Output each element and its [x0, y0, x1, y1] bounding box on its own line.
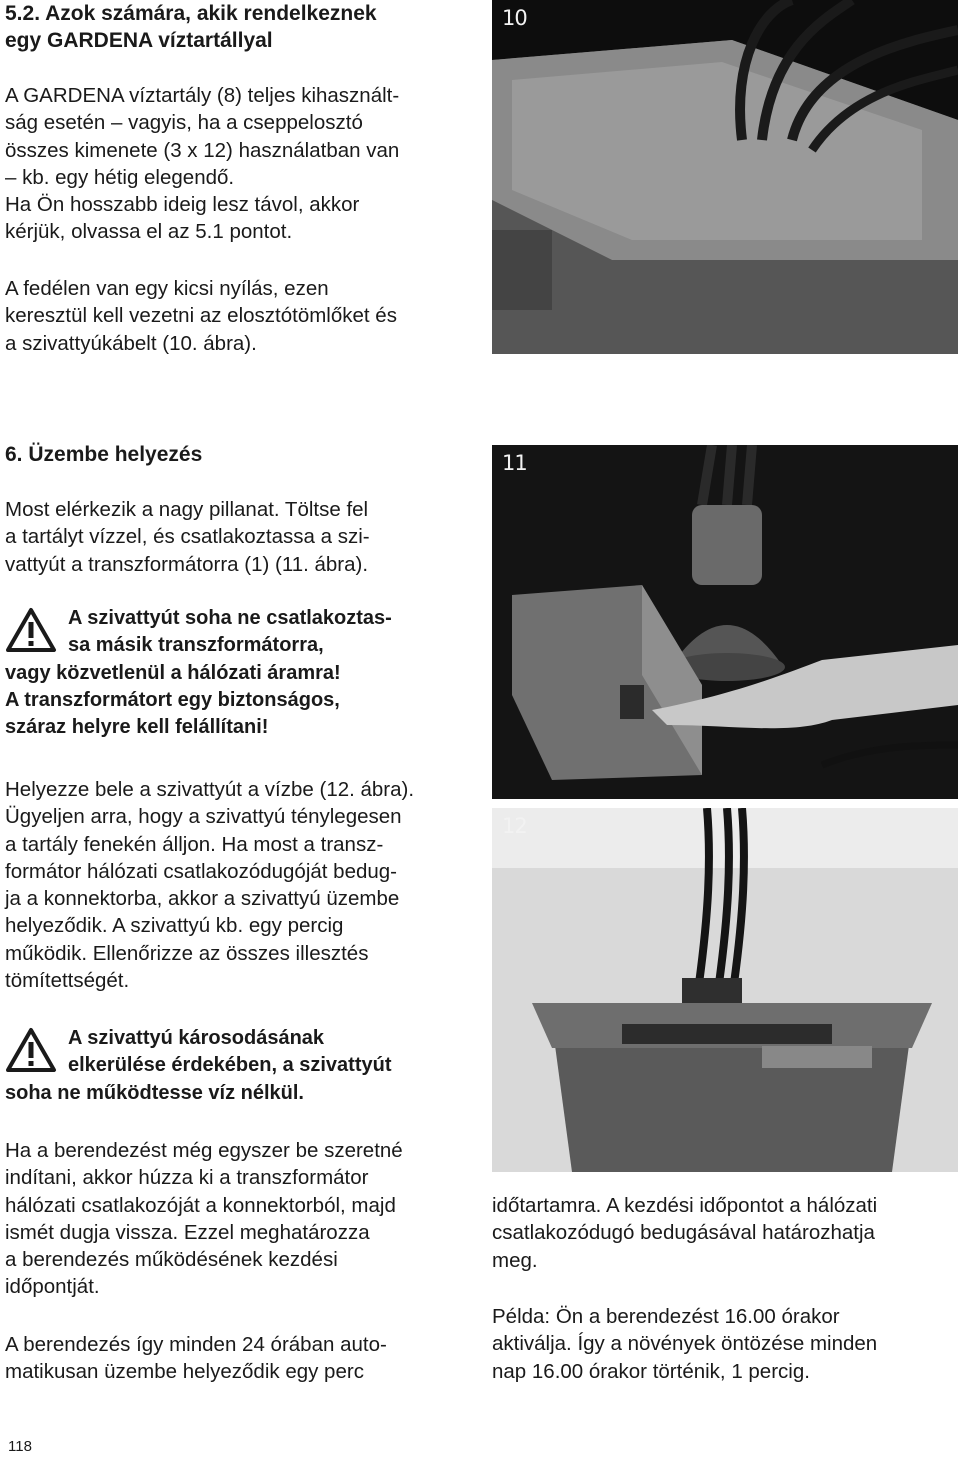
page-number: 118 — [8, 1438, 32, 1455]
figure-10-photo — [492, 0, 958, 354]
warning-box-dry-run — [5, 1025, 475, 1107]
warning-1-indented-text: A szivattyút soha ne csatlakoztas- sa másik transzformátorra, — [68, 607, 392, 657]
figure-11-label: 11 — [502, 451, 527, 475]
figure-12-pump-in-tank — [492, 808, 958, 1172]
warning-box-transformer — [5, 605, 475, 741]
figure-11-transformer-pump — [492, 445, 958, 799]
section-5-2-paragraph-2: A fedélen van egy kicsi nyílás, ezen keresztül kell vezetni az elosztótömlőket és a szivattyúkábelt (10. ábra). — [5, 277, 397, 355]
section-6-paragraph-4: A berendezés így minden 24 órában auto- matikusan üzembe helyeződik egy perc — [5, 1333, 387, 1384]
section-6-paragraph-3: Ha a berendezést még egyszer be szeretné indítani, akkor húzza ki a transzformátor hálózati csatlakozóját a konnektorból, majd ismét dugja vissza. Ezzel meghatározza a berendezés működésének kezdési időpontját. — [5, 1139, 403, 1299]
warning-2-text: soha ne működtesse víz nélkül. — [5, 1081, 304, 1104]
right-column-paragraph-1: időtartamra. A kezdési időpontot a hálózati csatlakozódugó bedugásával határozhatja meg. — [492, 1194, 878, 1272]
section-6-paragraph-1: Most elérkezik a nagy pillanat. Töltse fel a tartályt vízzel, és csatlakoztassa a szi- vattyút a transzformátorra (1) (11. ábra). — [5, 498, 370, 576]
right-column-example: Példa: Ön a berendezést 16.00 órakor aktiválja. Így a növények öntözése minden nap 16.00 órakor történik, 1 percig. — [492, 1305, 878, 1383]
figure-10-label: 10 — [502, 6, 527, 30]
section-6-paragraph-2: Helyezze bele a szivattyút a vízbe (12. ábra). Ügyeljen arra, hogy a szivattyú ténylegesen a tartály fenekén álljon. Ha most a transz- formátor hálózati csatlakozódugóját bedug- ja a konnektorba, akkor a szivattyú üzembe helyeződik. A szivattyú kb. egy percig működik. Ellenőrizze az összes illesztés tömítettségét. — [5, 778, 415, 993]
warning-1-text: vagy közvetlenül a hálózati áramra! A transzformátort egy biztonságos, száraz helyre kell felállítani! — [5, 661, 341, 739]
section-5-2-title: 5.2. Azok számára, akik rendelkeznek egy GARDENA víztartállyal — [5, 2, 377, 52]
figure-10-container-lid — [492, 0, 958, 354]
figure-12-label: 12 — [502, 814, 527, 838]
figure-12-photo — [492, 808, 958, 1172]
warning-2-indented-text: A szivattyú károsodásának elkerülése érdekében, a szivattyút — [68, 1027, 392, 1077]
section-6-title: 6. Üzembe helyezés — [5, 443, 203, 466]
figure-11-photo — [492, 445, 958, 799]
warning-triangle-icon — [5, 607, 57, 653]
warning-triangle-icon — [5, 1027, 57, 1073]
section-5-2-paragraph-1: A GARDENA víztartály (8) teljes kihasznált- ság esetén – vagyis, ha a cseppelosztó összes kimenete (3 x 12) használatban van – kb. egy hétig elegendő. Ha Ön hosszabb ideig lesz távol, akkor kérjük, olvassa el az 5.1 pontot. — [5, 84, 400, 244]
